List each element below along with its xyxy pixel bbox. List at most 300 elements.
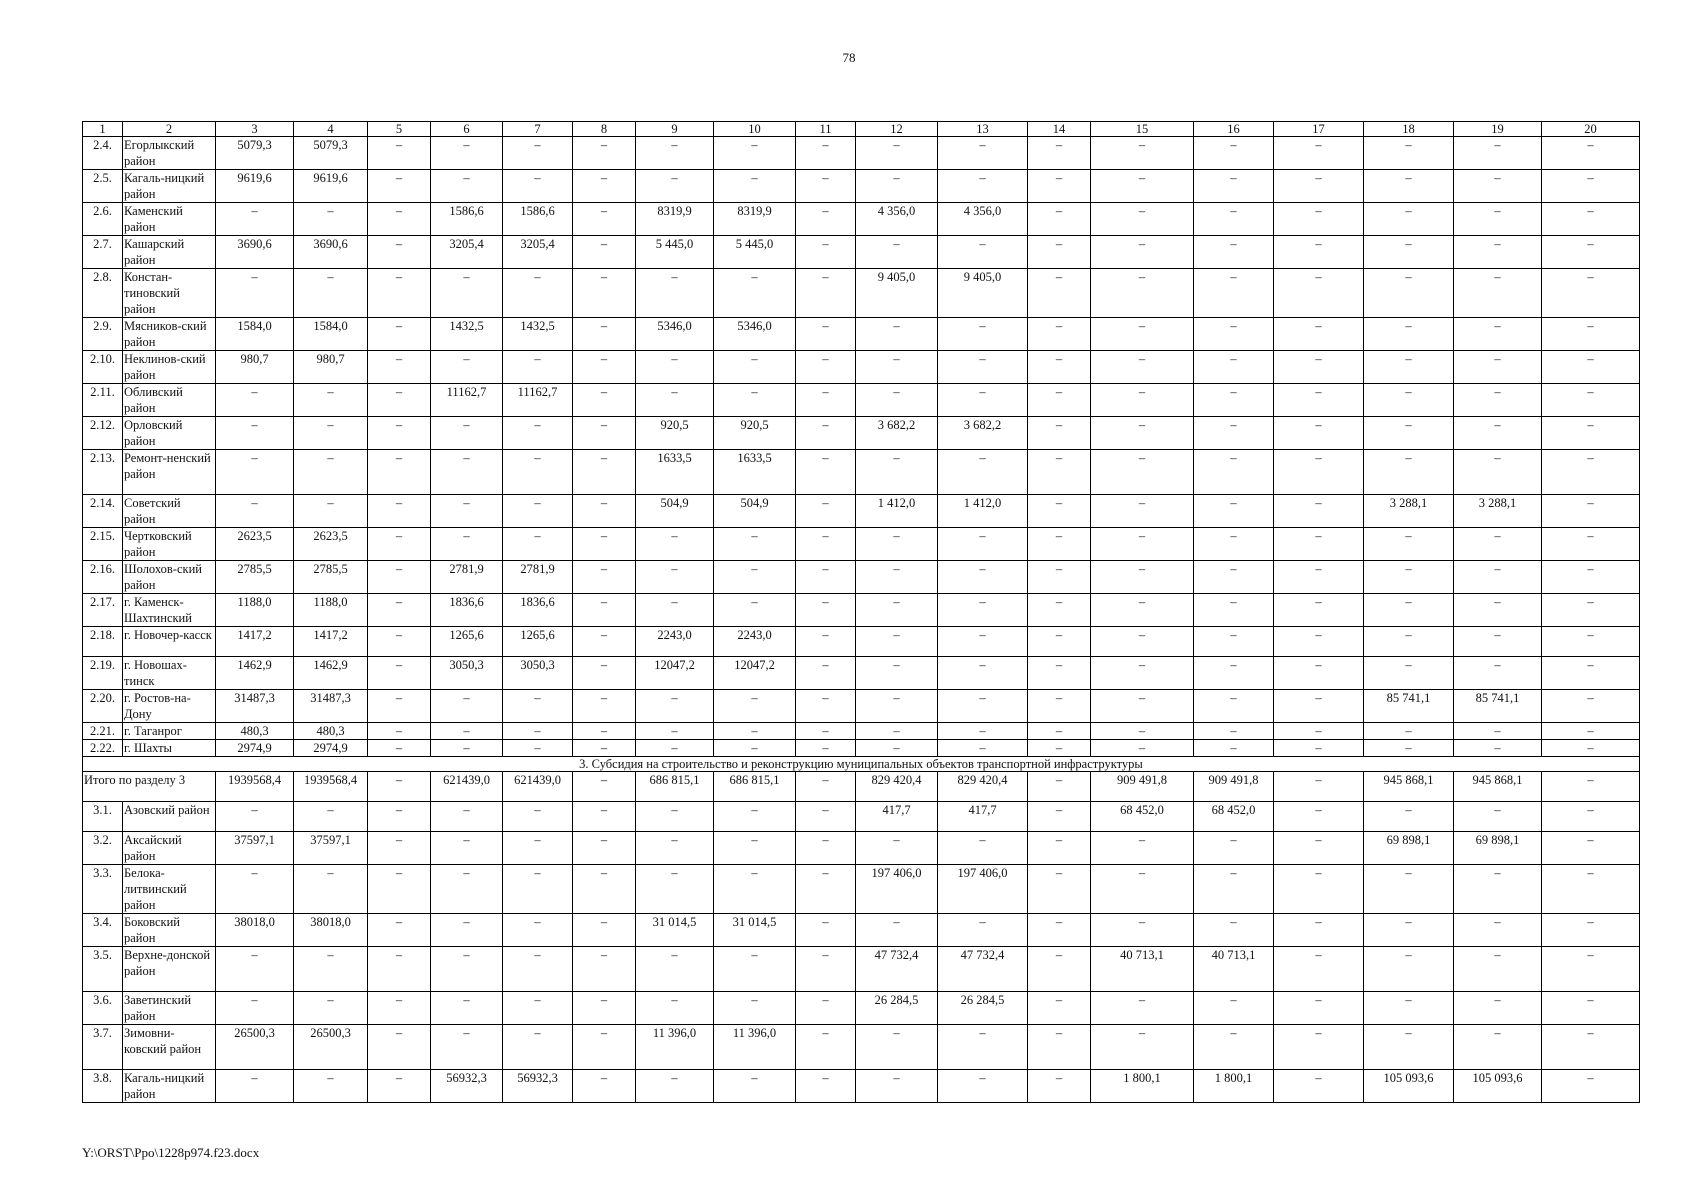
value-cell: – xyxy=(938,561,1028,594)
value-cell: – xyxy=(796,384,856,417)
value-cell: – xyxy=(294,992,368,1025)
table-row xyxy=(83,1070,1640,1103)
value-cell: – xyxy=(368,627,431,657)
table-row xyxy=(83,384,1640,417)
table-row xyxy=(83,740,1640,757)
row-index-cell: 3.2. xyxy=(83,832,123,865)
value-cell: 504,9 xyxy=(714,495,796,528)
value-cell: – xyxy=(1542,627,1640,657)
column-number-cell: 7 xyxy=(503,122,573,137)
value-cell: – xyxy=(796,914,856,947)
value-cell: – xyxy=(1454,384,1542,417)
value-cell: 105 093,6 xyxy=(1364,1070,1454,1103)
value-cell: 2623,5 xyxy=(216,528,294,561)
table-row xyxy=(83,417,1640,450)
value-cell: – xyxy=(1454,269,1542,318)
value-cell: – xyxy=(1194,170,1274,203)
value-cell: 31 014,5 xyxy=(636,914,714,947)
value-cell: – xyxy=(431,417,503,450)
value-cell: – xyxy=(796,1025,856,1070)
value-cell: 8319,9 xyxy=(714,203,796,236)
value-cell: – xyxy=(431,865,503,914)
value-cell: – xyxy=(938,914,1028,947)
value-cell: – xyxy=(1364,528,1454,561)
value-cell: – xyxy=(1091,384,1194,417)
value-cell: – xyxy=(1274,269,1364,318)
table-row xyxy=(83,170,1640,203)
value-cell: – xyxy=(1274,690,1364,723)
value-cell: – xyxy=(1542,723,1640,740)
value-cell: 2243,0 xyxy=(714,627,796,657)
value-cell: – xyxy=(1364,740,1454,757)
value-cell: – xyxy=(796,690,856,723)
value-cell: 26500,3 xyxy=(294,1025,368,1070)
value-cell: – xyxy=(636,947,714,992)
value-cell: – xyxy=(796,723,856,740)
value-cell: 2623,5 xyxy=(294,528,368,561)
value-cell: – xyxy=(938,236,1028,269)
value-cell: – xyxy=(573,627,636,657)
value-cell: – xyxy=(1542,865,1640,914)
table-row xyxy=(83,495,1640,528)
value-cell: – xyxy=(856,384,938,417)
value-cell: 1462,9 xyxy=(216,657,294,690)
total-value-cell: – xyxy=(1274,772,1364,802)
total-value-cell: – xyxy=(796,772,856,802)
value-cell: 1836,6 xyxy=(431,594,503,627)
value-cell: – xyxy=(1364,417,1454,450)
value-cell: – xyxy=(294,1070,368,1103)
value-cell: – xyxy=(368,170,431,203)
value-cell: – xyxy=(856,528,938,561)
value-cell: – xyxy=(1454,992,1542,1025)
value-cell: – xyxy=(796,528,856,561)
total-value-cell: 829 420,4 xyxy=(938,772,1028,802)
value-cell: – xyxy=(1274,1070,1364,1103)
value-cell: 1633,5 xyxy=(636,450,714,495)
value-cell: – xyxy=(216,203,294,236)
column-number-cell: 16 xyxy=(1194,122,1274,137)
row-name-cell: Верхне-донской район xyxy=(123,947,216,992)
total-value-cell: 945 868,1 xyxy=(1364,772,1454,802)
table-row xyxy=(83,914,1640,947)
value-cell: – xyxy=(1028,914,1091,947)
value-cell: – xyxy=(1091,723,1194,740)
value-cell: – xyxy=(714,170,796,203)
value-cell: 3205,4 xyxy=(431,236,503,269)
value-cell: – xyxy=(636,865,714,914)
value-cell: – xyxy=(1274,495,1364,528)
table-row xyxy=(83,203,1640,236)
total-value-cell: 909 491,8 xyxy=(1091,772,1194,802)
value-cell: – xyxy=(856,561,938,594)
value-cell: – xyxy=(1028,495,1091,528)
value-cell: – xyxy=(431,269,503,318)
value-cell: – xyxy=(636,384,714,417)
value-cell: – xyxy=(1194,561,1274,594)
row-index-cell: 2.7. xyxy=(83,236,123,269)
value-cell: – xyxy=(1028,137,1091,170)
value-cell: 417,7 xyxy=(856,802,938,832)
row-name-cell: Заветинский район xyxy=(123,992,216,1025)
column-number-cell: 14 xyxy=(1028,122,1091,137)
value-cell: – xyxy=(431,802,503,832)
value-cell: – xyxy=(1274,1025,1364,1070)
value-cell: – xyxy=(796,802,856,832)
value-cell: – xyxy=(1194,594,1274,627)
value-cell: 5079,3 xyxy=(294,137,368,170)
value-cell: – xyxy=(856,318,938,351)
value-cell: – xyxy=(1028,236,1091,269)
value-cell: – xyxy=(796,450,856,495)
value-cell: – xyxy=(573,914,636,947)
value-cell: 37597,1 xyxy=(294,832,368,865)
value-cell: 2243,0 xyxy=(636,627,714,657)
value-cell: 47 732,4 xyxy=(856,947,938,992)
value-cell: – xyxy=(1194,203,1274,236)
value-cell: – xyxy=(938,450,1028,495)
value-cell: – xyxy=(294,802,368,832)
value-cell: – xyxy=(1274,170,1364,203)
value-cell: – xyxy=(573,832,636,865)
row-index-cell: 2.11. xyxy=(83,384,123,417)
value-cell: – xyxy=(1364,236,1454,269)
value-cell: 40 713,1 xyxy=(1091,947,1194,992)
value-cell: – xyxy=(431,450,503,495)
table-row xyxy=(83,627,1640,657)
table-row xyxy=(83,351,1640,384)
value-cell: – xyxy=(1091,269,1194,318)
value-cell: – xyxy=(431,992,503,1025)
value-cell: – xyxy=(368,1070,431,1103)
value-cell: – xyxy=(368,561,431,594)
value-cell: – xyxy=(856,1070,938,1103)
value-cell: – xyxy=(714,1070,796,1103)
value-cell: 1 800,1 xyxy=(1194,1070,1274,1103)
table-row xyxy=(83,137,1640,170)
value-cell: – xyxy=(503,1025,573,1070)
value-cell: 2785,5 xyxy=(294,561,368,594)
value-cell: 1417,2 xyxy=(216,627,294,657)
value-cell: – xyxy=(503,865,573,914)
value-cell: – xyxy=(1028,690,1091,723)
row-index-cell: 2.19. xyxy=(83,657,123,690)
value-cell: 1584,0 xyxy=(294,318,368,351)
value-cell: – xyxy=(938,318,1028,351)
total-value-cell: 1939568,4 xyxy=(294,772,368,802)
value-cell: – xyxy=(368,802,431,832)
value-cell: 31487,3 xyxy=(294,690,368,723)
value-cell: – xyxy=(1091,236,1194,269)
value-cell: – xyxy=(368,203,431,236)
value-cell: – xyxy=(1194,137,1274,170)
value-cell: – xyxy=(1194,832,1274,865)
value-cell: 3 288,1 xyxy=(1454,495,1542,528)
value-cell: – xyxy=(1091,690,1194,723)
value-cell: 1265,6 xyxy=(431,627,503,657)
row-index-cell: 2.12. xyxy=(83,417,123,450)
value-cell: – xyxy=(216,865,294,914)
value-cell: – xyxy=(714,723,796,740)
value-cell: – xyxy=(1274,236,1364,269)
value-cell: – xyxy=(573,561,636,594)
total-label: Итого по разделу 3 xyxy=(83,772,216,802)
value-cell: – xyxy=(796,137,856,170)
value-cell: – xyxy=(1274,992,1364,1025)
value-cell: – xyxy=(216,992,294,1025)
row-index-cell: 3.8. xyxy=(83,1070,123,1103)
value-cell: – xyxy=(796,351,856,384)
value-cell: – xyxy=(573,740,636,757)
value-cell: – xyxy=(636,269,714,318)
value-cell: – xyxy=(431,170,503,203)
value-cell: 980,7 xyxy=(216,351,294,384)
value-cell: – xyxy=(938,1025,1028,1070)
value-cell: – xyxy=(1028,865,1091,914)
total-value-cell: 621439,0 xyxy=(431,772,503,802)
value-cell: – xyxy=(573,992,636,1025)
value-cell: – xyxy=(714,740,796,757)
value-cell: 3 682,2 xyxy=(938,417,1028,450)
value-cell: 5 445,0 xyxy=(714,236,796,269)
value-cell: – xyxy=(1274,865,1364,914)
row-index-cell: 2.6. xyxy=(83,203,123,236)
value-cell: 2974,9 xyxy=(216,740,294,757)
value-cell: – xyxy=(1274,203,1364,236)
value-cell: – xyxy=(714,802,796,832)
value-cell: – xyxy=(1364,318,1454,351)
row-index-cell: 2.9. xyxy=(83,318,123,351)
value-cell: – xyxy=(503,802,573,832)
row-index-cell: 3.6. xyxy=(83,992,123,1025)
value-cell: – xyxy=(938,528,1028,561)
value-cell: – xyxy=(573,236,636,269)
value-cell: – xyxy=(1091,170,1194,203)
total-value-cell: – xyxy=(368,772,431,802)
value-cell: 11162,7 xyxy=(503,384,573,417)
value-cell: 197 406,0 xyxy=(938,865,1028,914)
value-cell: – xyxy=(938,384,1028,417)
row-name-cell: г. Шахты xyxy=(123,740,216,757)
value-cell: 11 396,0 xyxy=(714,1025,796,1070)
value-cell: – xyxy=(1542,450,1640,495)
value-cell: – xyxy=(1194,914,1274,947)
value-cell: – xyxy=(714,690,796,723)
row-name-cell: Орловский район xyxy=(123,417,216,450)
value-cell: – xyxy=(1028,594,1091,627)
value-cell: 1586,6 xyxy=(503,203,573,236)
value-cell: 1188,0 xyxy=(216,594,294,627)
value-cell: – xyxy=(503,528,573,561)
value-cell: – xyxy=(1454,740,1542,757)
value-cell: – xyxy=(573,1025,636,1070)
total-value-cell: 686 815,1 xyxy=(714,772,796,802)
value-cell: – xyxy=(368,236,431,269)
value-cell: 11 396,0 xyxy=(636,1025,714,1070)
value-cell: 197 406,0 xyxy=(856,865,938,914)
value-cell: – xyxy=(368,137,431,170)
value-cell: 2785,5 xyxy=(216,561,294,594)
value-cell: – xyxy=(1274,318,1364,351)
value-cell: 3205,4 xyxy=(503,236,573,269)
value-cell: 26500,3 xyxy=(216,1025,294,1070)
value-cell: – xyxy=(368,450,431,495)
value-cell: – xyxy=(1364,914,1454,947)
value-cell: – xyxy=(856,627,938,657)
value-cell: – xyxy=(294,947,368,992)
value-cell: – xyxy=(856,690,938,723)
value-cell: – xyxy=(796,627,856,657)
value-cell: – xyxy=(796,269,856,318)
value-cell: – xyxy=(636,802,714,832)
value-cell: – xyxy=(216,947,294,992)
value-cell: – xyxy=(1542,269,1640,318)
value-cell: – xyxy=(856,170,938,203)
value-cell: 980,7 xyxy=(294,351,368,384)
table-row xyxy=(83,657,1640,690)
row-index-cell: 2.5. xyxy=(83,170,123,203)
column-number-cell: 3 xyxy=(216,122,294,137)
value-cell: – xyxy=(573,528,636,561)
value-cell: 3 288,1 xyxy=(1364,495,1454,528)
value-cell: 40 713,1 xyxy=(1194,947,1274,992)
value-cell: 1 800,1 xyxy=(1091,1070,1194,1103)
total-value-cell: – xyxy=(1028,772,1091,802)
value-cell: – xyxy=(1028,992,1091,1025)
value-cell: – xyxy=(1274,384,1364,417)
row-index-cell: 3.5. xyxy=(83,947,123,992)
value-cell: – xyxy=(856,657,938,690)
value-cell: – xyxy=(1194,269,1274,318)
row-name-cell: г. Новочер-касск xyxy=(123,627,216,657)
value-cell: – xyxy=(1542,528,1640,561)
value-cell: – xyxy=(636,992,714,1025)
value-cell: – xyxy=(1454,351,1542,384)
value-cell: – xyxy=(1364,723,1454,740)
row-name-cell: Мясников-ский район xyxy=(123,318,216,351)
value-cell: – xyxy=(796,947,856,992)
value-cell: – xyxy=(573,137,636,170)
value-cell: – xyxy=(503,740,573,757)
value-cell: – xyxy=(1364,203,1454,236)
value-cell: – xyxy=(1194,657,1274,690)
value-cell: – xyxy=(938,627,1028,657)
value-cell: – xyxy=(1454,802,1542,832)
value-cell: – xyxy=(368,690,431,723)
column-number-cell: 11 xyxy=(796,122,856,137)
value-cell: – xyxy=(1364,802,1454,832)
value-cell: – xyxy=(796,1070,856,1103)
value-cell: – xyxy=(368,594,431,627)
value-cell: – xyxy=(1454,528,1542,561)
value-cell: – xyxy=(573,947,636,992)
value-cell: – xyxy=(856,137,938,170)
value-cell: – xyxy=(1028,528,1091,561)
total-value-cell: 945 868,1 xyxy=(1454,772,1542,802)
row-name-cell: Констан-тиновский район xyxy=(123,269,216,318)
value-cell: – xyxy=(1028,832,1091,865)
value-cell: – xyxy=(1274,947,1364,992)
value-cell: – xyxy=(503,417,573,450)
value-cell: – xyxy=(503,832,573,865)
table-row xyxy=(83,690,1640,723)
value-cell: – xyxy=(856,236,938,269)
row-index-cell: 2.15. xyxy=(83,528,123,561)
value-cell: – xyxy=(573,594,636,627)
value-cell: – xyxy=(1454,170,1542,203)
value-cell: 5079,3 xyxy=(216,137,294,170)
value-cell: 68 452,0 xyxy=(1194,802,1274,832)
value-cell: – xyxy=(1274,832,1364,865)
value-cell: – xyxy=(1091,832,1194,865)
value-cell: – xyxy=(938,594,1028,627)
column-number-cell: 10 xyxy=(714,122,796,137)
value-cell: 3690,6 xyxy=(216,236,294,269)
value-cell: 5346,0 xyxy=(636,318,714,351)
value-cell: – xyxy=(856,351,938,384)
row-index-cell: 2.18. xyxy=(83,627,123,657)
value-cell: – xyxy=(1194,1025,1274,1070)
value-cell: – xyxy=(1454,450,1542,495)
value-cell: 26 284,5 xyxy=(856,992,938,1025)
value-cell: – xyxy=(1454,657,1542,690)
row-index-cell: 2.10. xyxy=(83,351,123,384)
value-cell: – xyxy=(431,723,503,740)
value-cell: – xyxy=(1542,351,1640,384)
value-cell: – xyxy=(431,495,503,528)
value-cell: – xyxy=(636,528,714,561)
value-cell: – xyxy=(1091,495,1194,528)
value-cell: – xyxy=(431,137,503,170)
value-cell: – xyxy=(503,269,573,318)
value-cell: – xyxy=(1454,627,1542,657)
row-name-cell: Каменский район xyxy=(123,203,216,236)
value-cell: – xyxy=(573,203,636,236)
value-cell: 1432,5 xyxy=(503,318,573,351)
value-cell: – xyxy=(368,528,431,561)
value-cell: – xyxy=(714,528,796,561)
value-cell: – xyxy=(1274,450,1364,495)
value-cell: – xyxy=(1194,384,1274,417)
value-cell: 480,3 xyxy=(216,723,294,740)
value-cell: – xyxy=(1454,203,1542,236)
value-cell: – xyxy=(636,351,714,384)
row-name-cell: Боковский район xyxy=(123,914,216,947)
value-cell: – xyxy=(796,203,856,236)
value-cell: – xyxy=(503,137,573,170)
value-cell: – xyxy=(1194,627,1274,657)
value-cell: 9619,6 xyxy=(294,170,368,203)
column-number-cell: 2 xyxy=(123,122,216,137)
row-index-cell: 2.17. xyxy=(83,594,123,627)
table-row xyxy=(83,450,1640,495)
value-cell: 5346,0 xyxy=(714,318,796,351)
value-cell: – xyxy=(1454,318,1542,351)
value-cell: 3 682,2 xyxy=(856,417,938,450)
value-cell: – xyxy=(796,594,856,627)
row-index-cell: 3.7. xyxy=(83,1025,123,1070)
page-number: 78 xyxy=(842,50,856,65)
value-cell: 2781,9 xyxy=(503,561,573,594)
value-cell: – xyxy=(1091,1025,1194,1070)
value-cell: – xyxy=(1274,594,1364,627)
value-cell: – xyxy=(1028,450,1091,495)
section-title-row xyxy=(83,757,1640,772)
value-cell: – xyxy=(1364,561,1454,594)
value-cell: – xyxy=(1274,914,1364,947)
value-cell: – xyxy=(1028,1070,1091,1103)
value-cell: 1633,5 xyxy=(714,450,796,495)
